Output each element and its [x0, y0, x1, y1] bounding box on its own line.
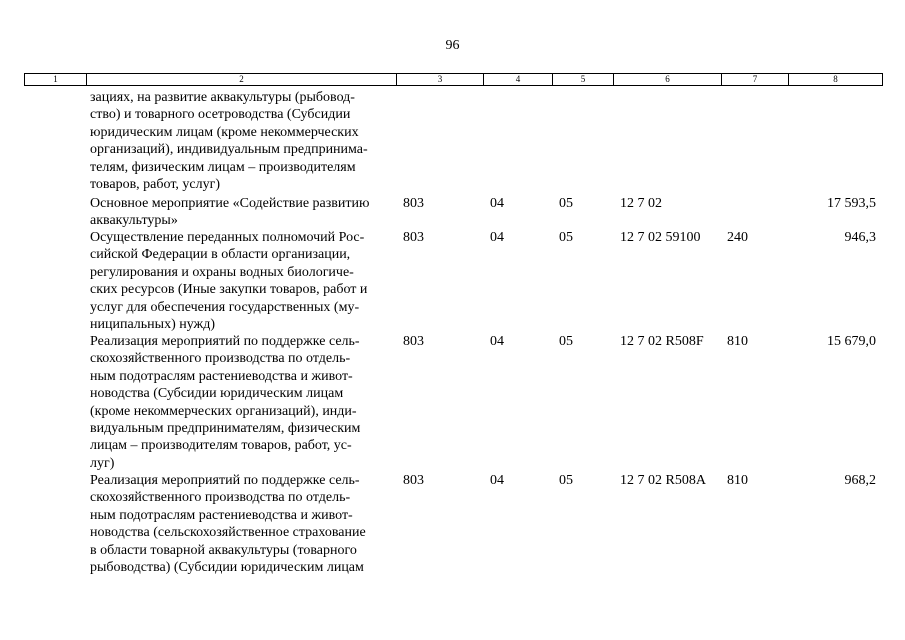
row-name-line: новодства (Субсидии юридическим лицам: [90, 386, 344, 402]
row-section: [483, 89, 552, 193]
table-row: [24, 229, 882, 333]
row-name-line: организаций), индивидуальным предпринима-: [90, 142, 368, 158]
row-expense-type: 240: [727, 230, 748, 245]
row-name-line: в области товарной аквакультуры (товарного: [90, 542, 357, 558]
row-name-line: новодства (сельскохозяйственное страхование: [90, 525, 366, 541]
row-name: [86, 333, 396, 472]
row-name-line: (кроме некоммерческих организаций), инди-: [90, 403, 357, 419]
table-row: [24, 195, 882, 229]
header-col-5: 5: [553, 74, 614, 86]
row-target-article: 12 7 02 R508A: [620, 473, 706, 488]
header-col-3: 3: [397, 74, 484, 86]
row-name-line: регулирования и охраны водных биологиче-: [90, 264, 354, 280]
row-name-line: рыбоводства) (Субсидии юридическим лицам: [90, 560, 364, 576]
row-name-line: юридическим лицам (кроме некоммерческих: [90, 124, 359, 140]
row-name-line: товаров, работ, услуг): [90, 177, 221, 193]
row-name-line: сийской Федерации в области организации,: [90, 247, 351, 263]
row-ministry: 803: [403, 230, 424, 245]
row-target-article: 12 7 02 59100: [620, 230, 701, 245]
row-name-line: скохозяйственного производства по отдель-: [90, 351, 351, 367]
row-name-line: Реализация мероприятий по поддержке сель-: [90, 334, 360, 349]
row-section: 04: [490, 196, 504, 211]
header-col-8: 8: [789, 74, 883, 86]
header-col-1: 1: [25, 74, 87, 86]
row-name-line: ство) и товарного осетроводства (Субсидии: [90, 107, 351, 123]
row-ministry: 803: [403, 196, 424, 211]
row-target-article: 12 7 02: [620, 196, 662, 211]
row-section: 04: [490, 334, 504, 349]
header-col-4: 4: [484, 74, 553, 86]
row-ministry: 803: [403, 473, 424, 488]
row-ministry: [396, 89, 483, 193]
row-name-line: ным подотраслям растениеводства и живот-: [90, 368, 353, 384]
row-name-line: ным подотраслям растениеводства и живот-: [90, 507, 353, 523]
row-section: 04: [490, 230, 504, 245]
row-subsection: 05: [559, 230, 573, 245]
row-name-line: Осуществление переданных полномочий Рос-: [90, 230, 365, 245]
row-name-line: ниципальных) нужд): [90, 317, 215, 333]
page-number: 96: [445, 38, 460, 53]
table-row: [24, 333, 882, 472]
row-name-line: Основное мероприятие «Содействие развитию: [90, 196, 370, 211]
row-expense-type: 810: [727, 334, 748, 349]
row-section: 04: [490, 473, 504, 488]
row-name-line: услуг для обеспечения государственных (му-: [90, 299, 360, 315]
row-name-line: Реализация мероприятий по поддержке сель-: [90, 473, 360, 488]
budget-table-body: [24, 89, 882, 576]
row-name-line: видуальным предпринимателям, физическим: [90, 421, 361, 437]
row-target-article: [613, 89, 721, 193]
row-name: [86, 89, 396, 193]
row-name-line: аквакультуры»: [90, 213, 178, 229]
row-name: [86, 472, 396, 576]
row-subsection: 05: [559, 473, 573, 488]
row-ministry: 803: [403, 334, 424, 349]
row-name-line: луг): [90, 455, 115, 471]
header-col-2: 2: [87, 74, 397, 86]
row-amount: 946,3: [844, 230, 876, 245]
row-amount: 15 679,0: [827, 334, 876, 349]
header-col-7: 7: [722, 74, 789, 86]
row-target-article: 12 7 02 R508F: [620, 334, 704, 349]
row-name-line: лицам – производителям товаров, работ, ус-: [90, 438, 352, 454]
header-col-6: 6: [614, 74, 722, 86]
row-name: [86, 229, 396, 333]
header-row: [25, 74, 883, 86]
table-row: [24, 472, 882, 576]
row-subsection: 05: [559, 196, 573, 211]
row-expense-type: 810: [727, 473, 748, 488]
table-row: [24, 89, 882, 193]
row-expense-type: [721, 89, 788, 193]
row-amount: 968,2: [844, 473, 876, 488]
column-number-header: [24, 73, 883, 86]
row-name-line: телям, физическим лицам – производителям: [90, 159, 356, 175]
row-name-line: зациях, на развитие аквакультуры (рыбовод-: [90, 90, 355, 105]
row-subsection: 05: [559, 334, 573, 349]
row-amount: [788, 89, 882, 193]
row-amount: 17 593,5: [827, 196, 876, 211]
row-expense-type: [721, 195, 788, 229]
row-name: [86, 195, 396, 229]
row-name-line: ских ресурсов (Иные закупки товаров, работ и: [90, 282, 368, 298]
row-name-line: скохозяйственного производства по отдель-: [90, 490, 351, 506]
row-subsection: [552, 89, 613, 193]
